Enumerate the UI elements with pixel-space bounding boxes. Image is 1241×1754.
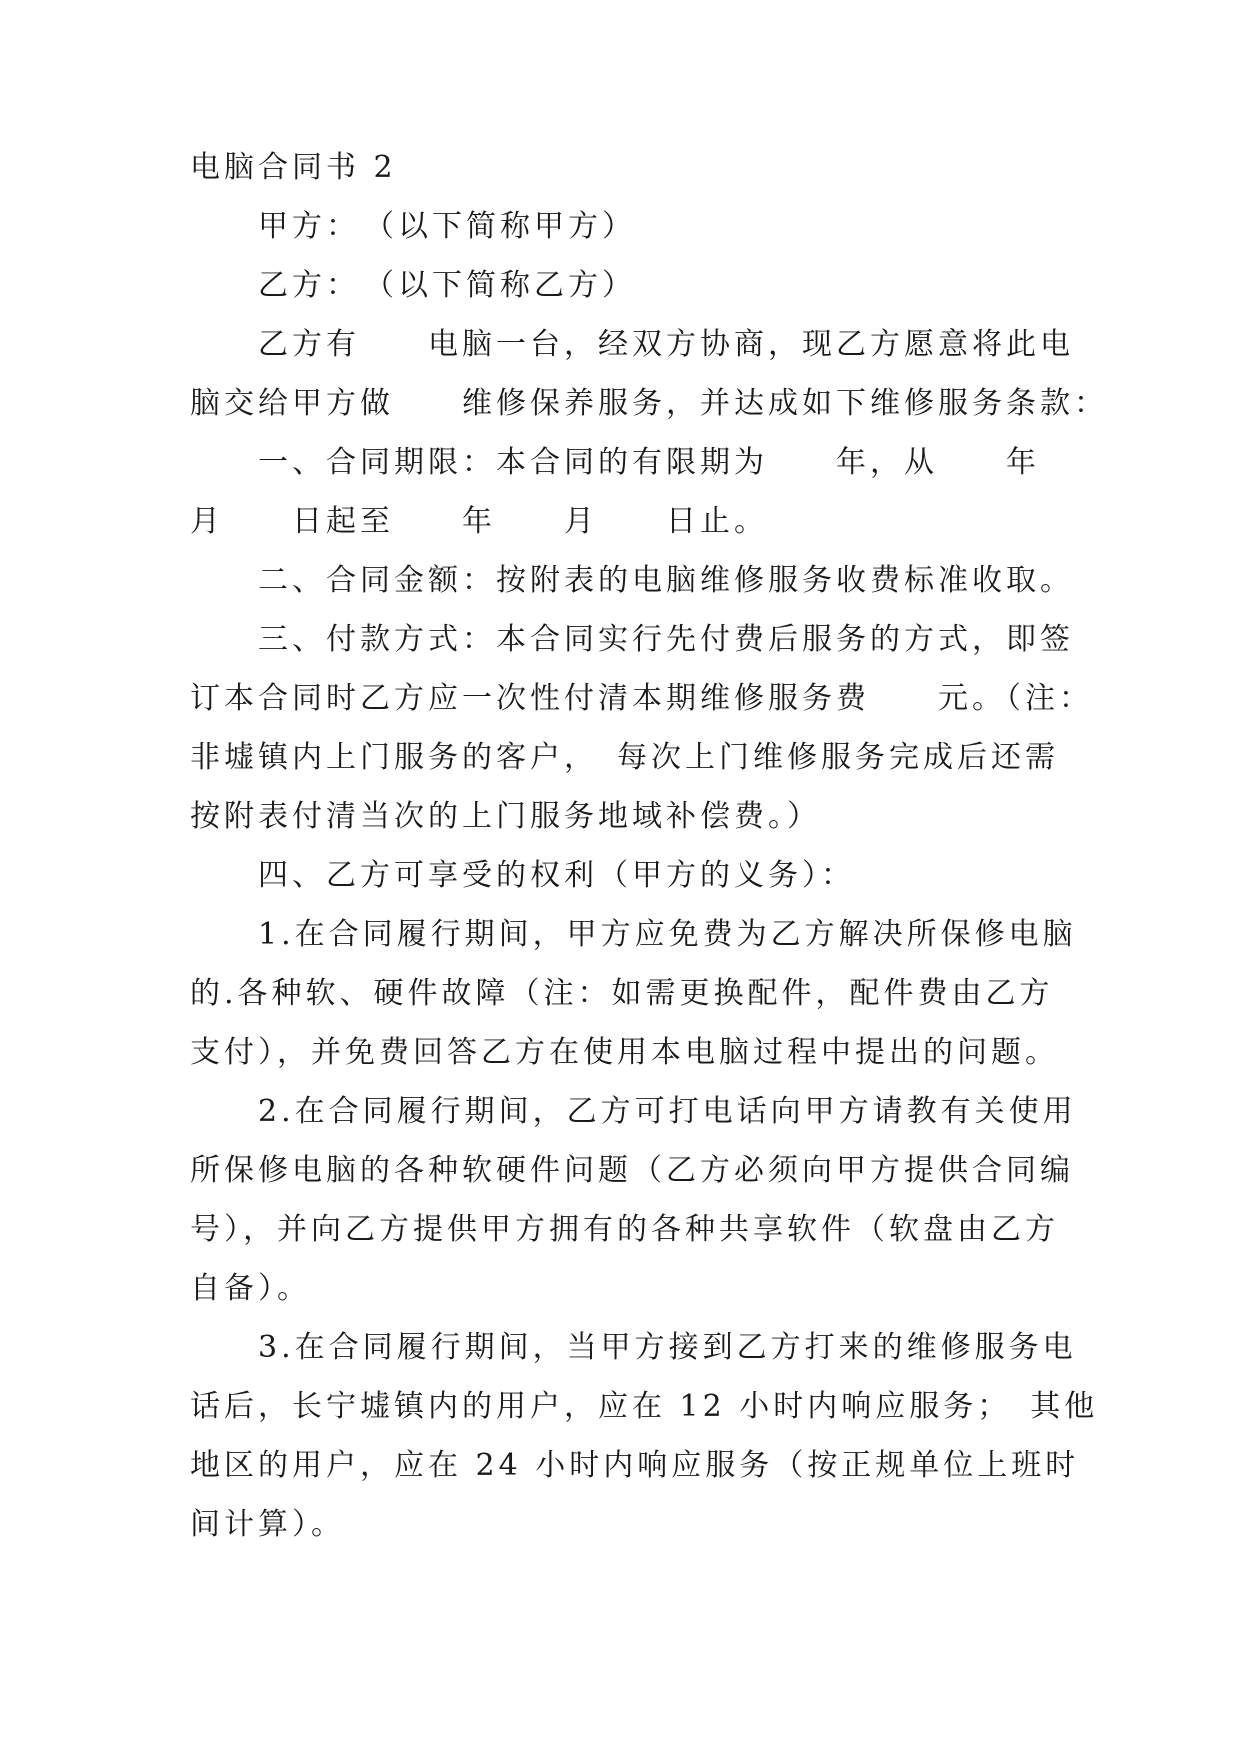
paragraph-line: 话后，长宁墟镇内的用户，应在 12 小时内响应服务； 其他	[190, 1389, 1099, 1424]
paragraph-line: 乙方： （以下简称乙方）	[258, 268, 636, 303]
paragraph-line: 订本合同时乙方应一次性付清本期维修服务费 元。（注：	[190, 681, 1093, 716]
paragraph-line: 二、合同金额：按附表的电脑维修服务收费标准收取。	[258, 563, 1074, 598]
paragraph-line: 脑交给甲方做 维修保养服务，并达成如下维修服务条款：	[190, 386, 1108, 421]
paragraph-line: 地区的用户，应在 24 小时内响应服务（按正规单位上班时	[190, 1448, 1080, 1483]
paragraph-line: 的.各种软、硬件故障（注：如需更换配件，配件费由乙方	[190, 976, 1054, 1011]
paragraph-line: 三、付款方式：本合同实行先付费后服务的方式，即签	[258, 622, 1074, 657]
paragraph-line: 四、乙方可享受的权利（甲方的义务）：	[258, 858, 855, 893]
paragraph-line: 非墟镇内上门服务的客户， 每次上门维修服务完成后还需	[190, 740, 1059, 775]
paragraph-line: 月 日起至 年 月 日止。	[190, 504, 768, 539]
paragraph-line: 3.在合同履行期间，当甲方接到乙方打来的维修服务电	[258, 1330, 1077, 1365]
paragraph-line: 按附表付清当次的上门服务地域补偿费。）	[190, 799, 821, 834]
paragraph-line: 乙方有 电脑一台，经双方协商，现乙方愿意将此电	[258, 327, 1074, 362]
paragraph-line: 一、合同期限：本合同的有限期为 年，从 年	[258, 445, 1040, 480]
paragraph-line: 间计算）。	[190, 1507, 345, 1542]
document-title: 电脑合同书 2	[190, 150, 397, 185]
paragraph-line: 支付），并免费回答乙方在使用本电脑过程中提出的问题。	[190, 1035, 1059, 1070]
paragraph-line: 甲方： （以下简称甲方）	[258, 209, 636, 244]
paragraph-line: 1.在合同履行期间，甲方应免费为乙方解决所保修电脑	[258, 917, 1077, 952]
paragraph-line: 号），并向乙方提供甲方拥有的各种共享软件（软盘由乙方	[190, 1212, 1059, 1247]
paragraph-line: 2.在合同履行期间，乙方可打电话向甲方请教有关使用	[258, 1094, 1077, 1129]
paragraph-line: 自备）。	[190, 1271, 311, 1306]
paragraph-line: 所保修电脑的各种软硬件问题（乙方必须向甲方提供合同编	[190, 1153, 1074, 1188]
